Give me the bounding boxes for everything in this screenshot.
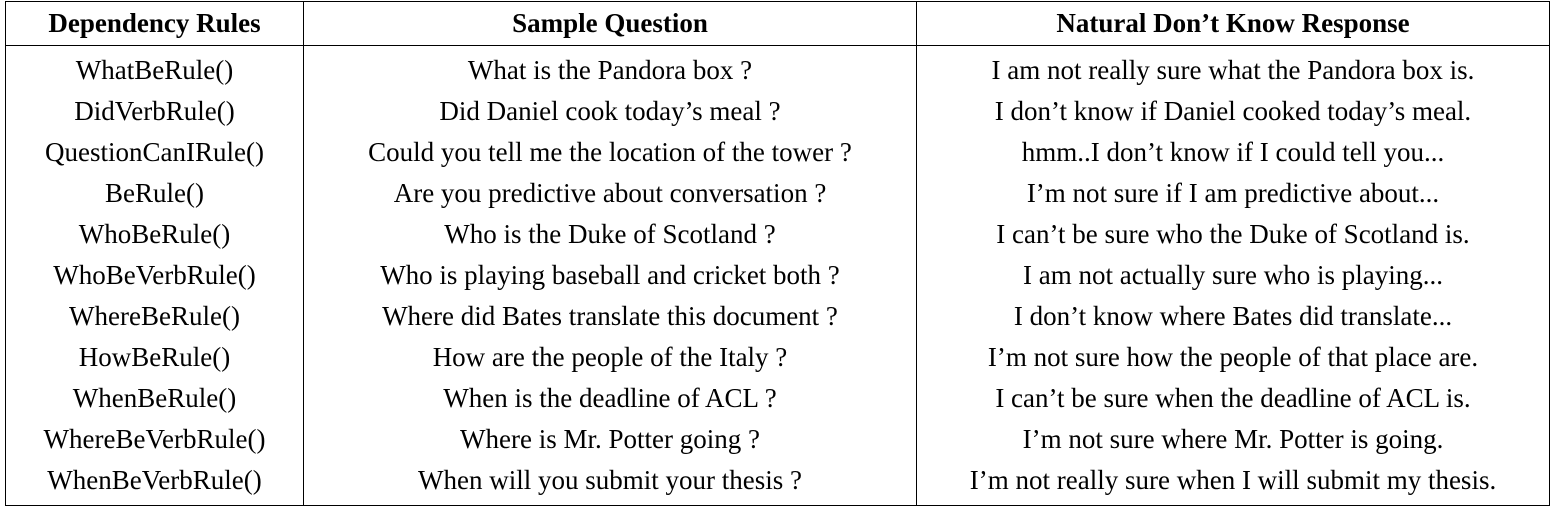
table-row xyxy=(6,91,1550,132)
response-cell: I’m not really sure when I will submit my thesis. xyxy=(917,460,1550,506)
question-cell: Are you predictive about conversation ? xyxy=(304,173,917,214)
response-cell: I don’t know where Bates did translate... xyxy=(917,296,1550,337)
header-row xyxy=(6,2,1550,46)
table-row xyxy=(6,419,1550,460)
response-cell: I can’t be sure when the deadline of ACL is. xyxy=(917,378,1550,419)
dependency-rules-table xyxy=(5,1,1550,506)
header-natural-response: Natural Don’t Know Response xyxy=(917,2,1550,46)
question-cell: Who is the Duke of Scotland ? xyxy=(304,214,917,255)
table-row xyxy=(6,296,1550,337)
table-row xyxy=(6,378,1550,419)
question-cell: Did Daniel cook today’s meal ? xyxy=(304,91,917,132)
question-cell: Could you tell me the location of the tower ? xyxy=(304,132,917,173)
table-row xyxy=(6,255,1550,296)
rule-cell: HowBeRule() xyxy=(78,342,231,372)
question-cell: When is the deadline of ACL ? xyxy=(304,378,917,419)
table-row xyxy=(6,132,1550,173)
table-row xyxy=(6,173,1550,214)
question-cell: When will you submit your thesis ? xyxy=(304,460,917,506)
response-cell: I’m not sure how the people of that place are. xyxy=(917,337,1550,378)
table-row xyxy=(6,460,1550,506)
rule-cell: DidVerbRule() xyxy=(74,96,235,126)
rule-cell: WhatBeRule() xyxy=(75,55,234,85)
table-row xyxy=(6,337,1550,378)
response-cell: hmm..I don’t know if I could tell you... xyxy=(917,132,1550,173)
response-cell: I am not actually sure who is playing... xyxy=(917,255,1550,296)
question-cell: Where is Mr. Potter going ? xyxy=(304,419,917,460)
rule-cell: WhereBeRule() xyxy=(69,301,240,331)
response-cell: I’m not sure if I am predictive about... xyxy=(917,173,1550,214)
rule-cell: QuestionCanIRule() xyxy=(45,137,264,167)
rule-cell: WhoBeRule() xyxy=(78,219,231,249)
question-cell: Where did Bates translate this document ? xyxy=(304,296,917,337)
rule-cell: WhenBeVerbRule() xyxy=(47,465,262,495)
response-cell: I’m not sure where Mr. Potter is going. xyxy=(917,419,1550,460)
header-dependency-rules: Dependency Rules xyxy=(6,2,304,46)
question-cell: Who is playing baseball and cricket both ? xyxy=(304,255,917,296)
table-row xyxy=(6,214,1550,255)
question-cell: What is the Pandora box ? xyxy=(304,46,917,92)
response-cell: I can’t be sure who the Duke of Scotland is. xyxy=(917,214,1550,255)
response-cell: I am not really sure what the Pandora box is. xyxy=(917,46,1550,92)
rule-cell: WhereBeVerbRule() xyxy=(43,424,266,454)
table-row xyxy=(6,46,1550,92)
question-cell: How are the people of the Italy ? xyxy=(304,337,917,378)
response-cell: I don’t know if Daniel cooked today’s meal. xyxy=(917,91,1550,132)
rule-cell: BeRule() xyxy=(105,178,204,208)
rule-cell: WhenBeRule() xyxy=(72,383,237,413)
header-sample-question: Sample Question xyxy=(304,2,917,46)
table-header xyxy=(6,2,1550,46)
rule-cell: WhoBeVerbRule() xyxy=(53,260,256,290)
table-body xyxy=(6,46,1550,506)
